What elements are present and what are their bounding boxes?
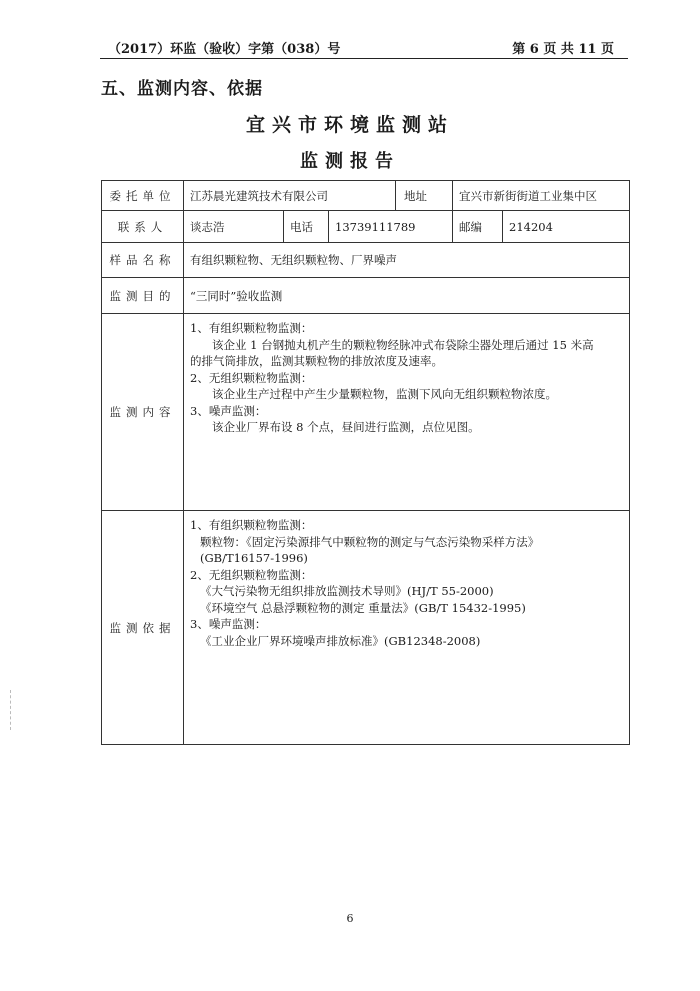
content-line: 的排气筒排放，监测其颗粒物的排放浓度及速率。 — [190, 354, 443, 368]
basis-line: 3、噪声监测： — [190, 617, 267, 631]
page-info: 第 6 页 共 11 页 — [512, 42, 614, 57]
address-value: 宜兴市新街街道工业集中区 — [453, 181, 630, 211]
contact-label: 联系人 — [102, 211, 184, 243]
basis-line: (GB/T16157-1996) — [200, 551, 308, 565]
section-title: 五、监测内容、依据 — [101, 79, 263, 99]
scan-margin-mark — [10, 690, 11, 730]
basis-label: 监测依据 — [102, 511, 184, 745]
content-line: 该企业生产过程中产生少量颗粒物，监测下风向无组织颗粒物浓度。 — [212, 387, 557, 401]
organization-title: 宜兴市环境监测站 — [245, 114, 454, 136]
phone-value: 13739111789 — [329, 211, 453, 243]
basis-line: 《环境空气 总悬浮颗粒物的测定 重量法》(GB/T 15432-1995) — [200, 600, 526, 615]
phone-label: 电话 — [284, 211, 329, 243]
content-row — [102, 314, 630, 511]
address-label: 地址 — [396, 181, 453, 211]
basis-line: 2、无组织颗粒物监测： — [190, 567, 313, 582]
content-line: 该企业厂界布设 8 个点，昼间进行监测，点位见图。 — [212, 420, 480, 434]
content-cell — [184, 314, 630, 511]
report-title: 监测报告 — [300, 151, 400, 172]
basis-cell — [184, 511, 630, 745]
contact-row — [102, 211, 630, 243]
page-number: 6 — [346, 912, 354, 925]
postcode-value: 214204 — [503, 211, 630, 243]
client-row — [102, 181, 630, 211]
content-line: 3、噪声监测： — [190, 403, 267, 418]
content-line: 该企业 1 台钢抛丸机产生的颗粒物经脉冲式布袋除尘器处理后通过 15 米高 — [212, 337, 594, 352]
purpose-row — [102, 278, 630, 314]
monitoring-report-table — [101, 180, 630, 745]
content-line: 1、有组织颗粒物监测： — [190, 321, 313, 335]
client-value: 江苏晨光建筑技术有限公司 — [184, 181, 396, 211]
purpose-value: “三同时”验收监测 — [184, 278, 630, 314]
sample-value: 有组织颗粒物、无组织颗粒物、厂界噪声 — [184, 243, 630, 278]
content-label: 监测内容 — [102, 314, 184, 511]
header-divider — [100, 58, 628, 59]
content-line: 2、无组织颗粒物监测： — [190, 370, 313, 385]
document-number: （2017）环监（验收）字第（038）号 — [108, 42, 341, 57]
basis-line: 《大气污染物无组织排放监测技术导则》(HJ/T 55-2000) — [200, 584, 494, 598]
contact-value: 谈志浩 — [184, 211, 284, 243]
basis-line: 颗粒物：《固定污染源排气中颗粒物的测定与气态污染物采样方法》 — [200, 534, 540, 549]
basis-line: 《工业企业厂界环境噪声排放标准》(GB12348-2008) — [200, 633, 481, 648]
basis-line: 1、有组织颗粒物监测： — [190, 518, 313, 532]
basis-row — [102, 511, 630, 745]
sample-row — [102, 243, 630, 278]
postcode-label: 邮编 — [453, 211, 503, 243]
purpose-label: 监测目的 — [102, 278, 184, 314]
sample-label: 样品名称 — [102, 243, 184, 278]
client-label: 委托单位 — [102, 181, 184, 211]
